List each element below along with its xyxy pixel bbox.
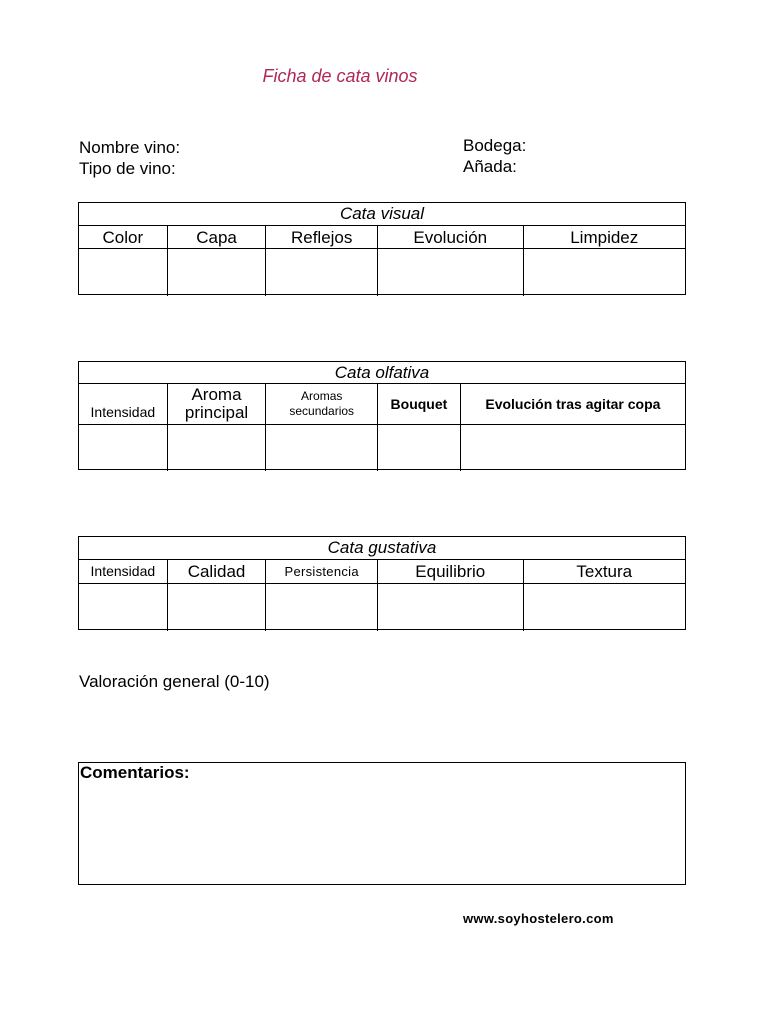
vintage-label: Añada: [463, 157, 517, 176]
olfactory-tasting-table [78, 361, 686, 470]
col-reflejos: Reflejos [266, 226, 378, 248]
input-evolucion-copa[interactable] [461, 425, 685, 471]
input-capa[interactable] [168, 249, 267, 296]
col-textura: Textura [576, 562, 633, 581]
wine-info-left [79, 137, 180, 179]
visual-tasting-heading: Cata visual [79, 203, 685, 226]
input-color[interactable] [79, 249, 168, 296]
col-capa: Capa [168, 226, 267, 248]
col-intensidad-gus: Intensidad [79, 560, 168, 583]
visual-tasting-table [78, 202, 686, 295]
olfactory-header-row [79, 384, 685, 425]
overall-rating-label: Valoración general (0-10) [79, 672, 270, 691]
taste-tasting-table [78, 536, 686, 630]
col-intensidad: Intensidad [79, 384, 168, 424]
comments-box[interactable] [78, 762, 686, 885]
visual-header-row [79, 226, 685, 249]
input-evolucion[interactable] [378, 249, 524, 296]
input-reflejos[interactable] [266, 249, 378, 296]
input-intensidad-gus[interactable] [79, 584, 168, 631]
wine-info-right [463, 135, 526, 177]
page-title: Ficha de cata vinos [262, 66, 418, 86]
input-equilibrio[interactable] [378, 584, 524, 631]
col-limpidez: Limpidez [570, 227, 639, 247]
input-calidad[interactable] [168, 584, 267, 631]
comments-label: Comentarios: [80, 763, 190, 782]
col-evolucion: Evolución [378, 226, 524, 248]
taste-input-row [79, 584, 685, 631]
olfactory-input-row [79, 425, 685, 471]
taste-tasting-heading: Cata gustativa [79, 537, 685, 560]
input-textura[interactable] [524, 584, 685, 631]
input-bouquet[interactable] [378, 425, 461, 471]
input-intensidad-olf[interactable] [79, 425, 168, 471]
col-color: Color [79, 226, 168, 248]
footer-url: www.soyhostelero.com [463, 911, 614, 926]
col-persistencia: Persistencia [266, 560, 378, 583]
wine-name-label: Nombre vino: [79, 138, 181, 157]
input-persistencia[interactable] [266, 584, 378, 631]
taste-header-row [79, 560, 685, 584]
winery-label: Bodega: [463, 136, 527, 155]
col-bouquet: Bouquet [378, 384, 461, 424]
input-aromas-secundarios[interactable] [266, 425, 378, 471]
col-evolucion-copa: Evolución tras agitar copa [485, 395, 661, 412]
wine-type-label: Tipo de vino: [79, 159, 176, 178]
col-equilibrio: Equilibrio [378, 560, 524, 583]
input-limpidez[interactable] [524, 249, 685, 296]
col-calidad: Calidad [168, 560, 267, 583]
col-aromas-secundarios: Aromas secundarios [266, 384, 378, 424]
input-aroma-principal[interactable] [168, 425, 267, 471]
visual-input-row [79, 249, 685, 296]
olfactory-tasting-heading: Cata olfativa [79, 362, 685, 384]
col-aroma-principal: Aroma principal [168, 384, 267, 424]
